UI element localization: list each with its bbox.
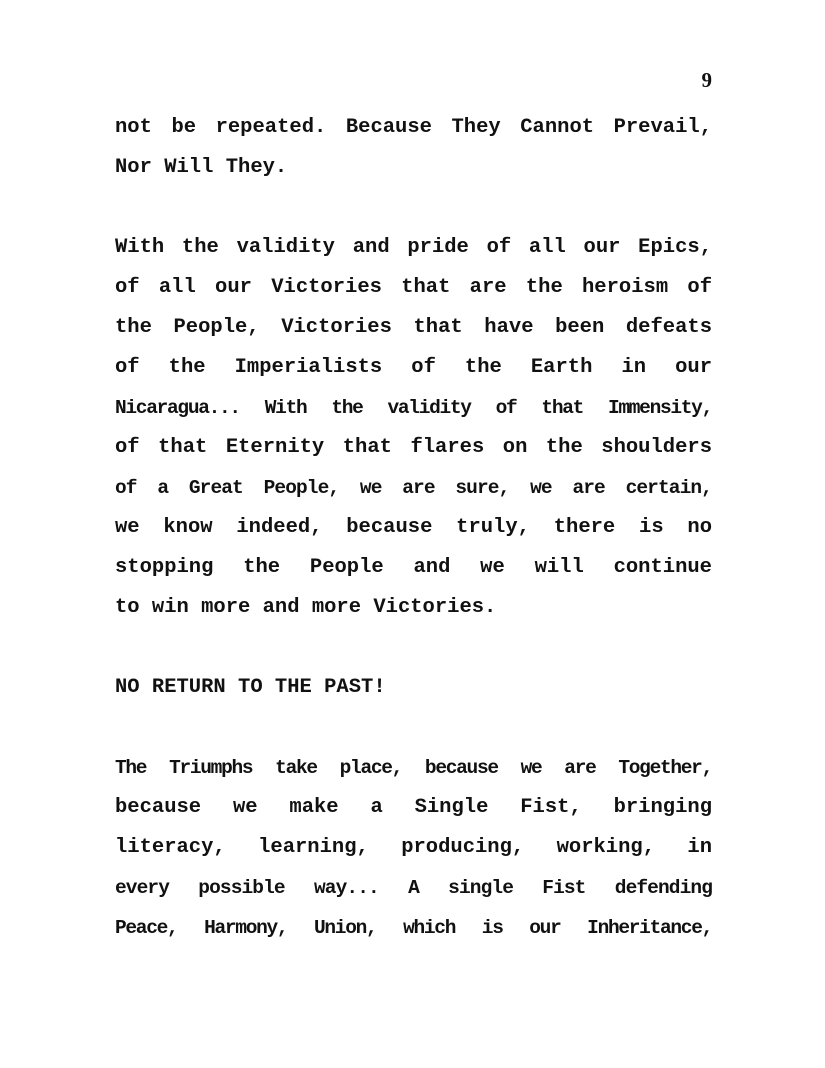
paragraph-gap xyxy=(115,194,712,234)
paragraph xyxy=(115,234,712,634)
text-line: stopping the People and we will continue xyxy=(115,556,712,579)
text-line: of a Great People, we are sure, we are certain, xyxy=(115,477,712,499)
text-line: every possible way... A single Fist defending xyxy=(115,877,712,899)
paragraph-gap xyxy=(115,714,712,754)
text-line: not be repeated. Because They Cannot Prevail, xyxy=(115,116,712,139)
text-line: because we make a Single Fist, bringing xyxy=(115,796,712,819)
paragraph-gap xyxy=(115,634,712,674)
text-line: The Triumphs take place, because we are Together, xyxy=(115,757,712,779)
text-line: literacy, learning, producing, working, in xyxy=(115,836,712,859)
text-line: of all our Victories that are the heroism of xyxy=(115,276,712,299)
text-line: of the Imperialists of the Earth in our xyxy=(115,356,712,379)
text-line: With the validity and pride of all our Epics, xyxy=(115,236,712,259)
paragraph xyxy=(115,114,712,194)
text-line: to win more and more Victories. xyxy=(115,596,497,619)
section-heading: NO RETURN TO THE PAST! xyxy=(115,676,386,699)
text-line: Nicaragua... With the validity of that Immensity, xyxy=(115,397,712,419)
paragraph xyxy=(115,754,712,954)
document-body xyxy=(115,114,712,954)
paragraph xyxy=(115,674,712,714)
text-line: of that Eternity that flares on the shoulders xyxy=(115,436,712,459)
page-number: 9 xyxy=(701,68,712,92)
text-line: we know indeed, because truly, there is no xyxy=(115,516,712,539)
text-line: Nor Will They. xyxy=(115,156,288,179)
text-line: the People, Victories that have been defeats xyxy=(115,316,712,339)
text-line: Peace, Harmony, Union, which is our Inheritance, xyxy=(115,917,712,939)
